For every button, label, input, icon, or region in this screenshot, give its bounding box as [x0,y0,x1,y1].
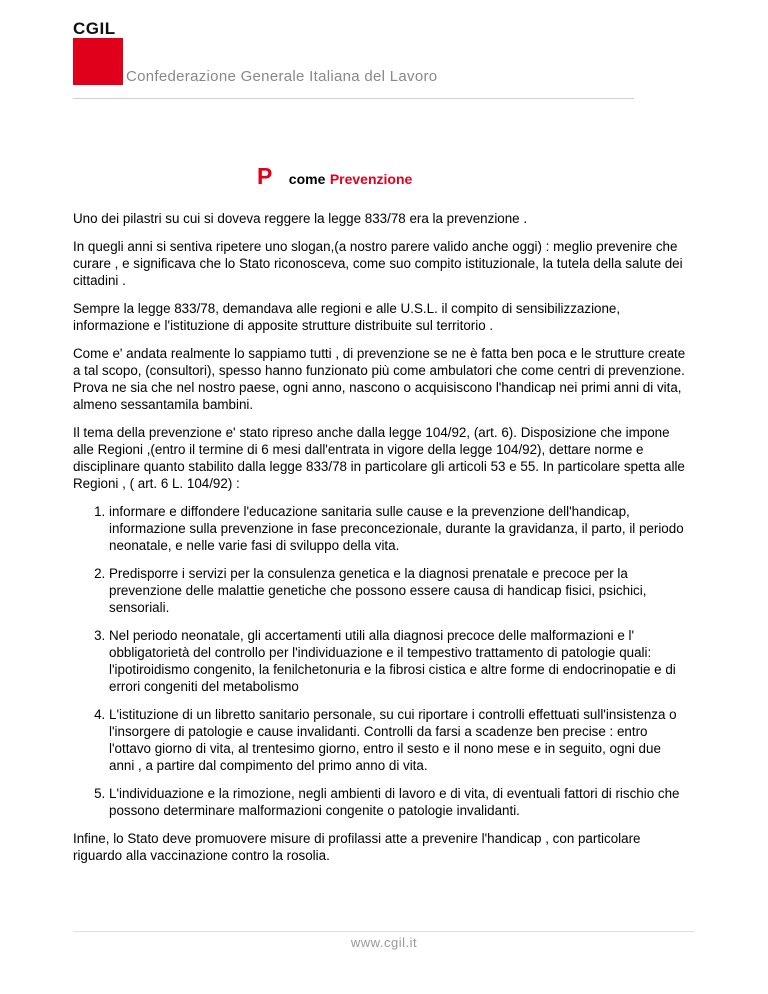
document-body [73,210,687,875]
title-letter: P [257,163,273,189]
header-divider [73,98,634,99]
logo-text: CGIL [73,19,116,38]
footer-divider [73,931,694,932]
page-title [257,163,412,190]
cgil-logo [73,20,123,86]
closing-paragraph: Infine, lo Stato deve promuovere misure di profilassi atte a prevenire l'handicap , con particolare riguardo alla vaccinazione contro la rosolia. [73,831,641,863]
paragraph: Come e' andata realmente lo sappiamo tutti , di prevenzione se ne è fatta ben poca e le strutture create a tal scopo, (consultori), spesso hanno funzionato più come ambulatori che come centri di prevenzione. Prova ne sia che nel nostro paese, ogni anno, nascono o acquisiscono l'handicap nei primi anni di vita, almeno sessantamila bambini. [73,346,686,412]
title-come: come [288,171,326,187]
list-item: 3. Nel periodo neonatale, gli accertamenti utili alla diagnosi precoce delle malformazioni e l' obbligatorietà del controllo per l'individuazione e il tempestivo trattamento di patologie quali: l'ipotiroidismo congenito, la fenilchetonuria e la fibrosi cistica e altre forme di endocrinopatie e di errori congeniti del metabolismo [109,627,687,695]
paragraph: Il tema della prevenzione e' stato ripreso anche dalla legge 104/92, (art. 6). Disposizione che impone alle Regioni ,(entro il termine di 6 mesi dall'entrata in vigore della legge 104/92), dettare norme e disciplinare quanto stabilito dalla legge 833/78 in particolare gli articoli 53 e 55. In particolare spetta alle Regioni , ( art. 6 L. 104/92) : [73,425,685,491]
organization-name: Confederazione Generale Italiana del Lavoro [126,68,438,85]
paragraph: In quegli anni si sentiva ripetere uno slogan,(a nostro parere valido anche oggi) : meglio prevenire che curare , e significava che lo Stato riconosceva, come suo compito istituzionale, la tutela della salute dei cittadini . [73,239,683,288]
footer-website-link[interactable]: www.cgil.it [350,935,418,950]
list-item: 5. L'individuazione e la rimozione, negli ambienti di lavoro e di vita, di eventuali fattori di rischio che possono determinare malformazioni congenite o patologie invalidanti. [109,785,687,819]
paragraph: Uno dei pilastri su cui si doveva reggere la legge 833/78 era la prevenzione . [73,211,528,226]
numbered-list [73,503,687,819]
title-word: Prevenzione [329,171,413,187]
list-item: 4. L'istituzione di un libretto sanitario personale, su cui riportare i controlli effettuati sull'insistenza o l'insorgere di patologie e cause invalidanti. Controlli da farsi a scadenze ben precise : entro l'ottavo giorno di vita, al trentesimo giorno, entro il sesto e il nono mese e in seguito, ogni due anni , a partire dal compimento del primo anno di vita. [109,706,687,774]
logo-red-block [73,38,123,85]
list-item: 2. Predisporre i servizi per la consulenza genetica e la diagnosi prenatale e precoce per la prevenzione delle malattie genetiche che possono essere causa di handicap fisici, psichici, sensoriali. [109,565,687,616]
paragraph: Sempre la legge 833/78, demandava alle regioni e alle U.S.L. il compito di sensibilizzazione, informazione e l'istituzione di apposite strutture distribuite sul territorio . [73,301,621,333]
list-item: 1. informare e diffondere l'educazione sanitaria sulle cause e la prevenzione dell'handicap, informazione sulla prevenzione in fase preconcezionale, durante la gravidanza, il parto, il periodo neonatale, e nelle varie fasi di sviluppo della vita. [109,503,687,554]
